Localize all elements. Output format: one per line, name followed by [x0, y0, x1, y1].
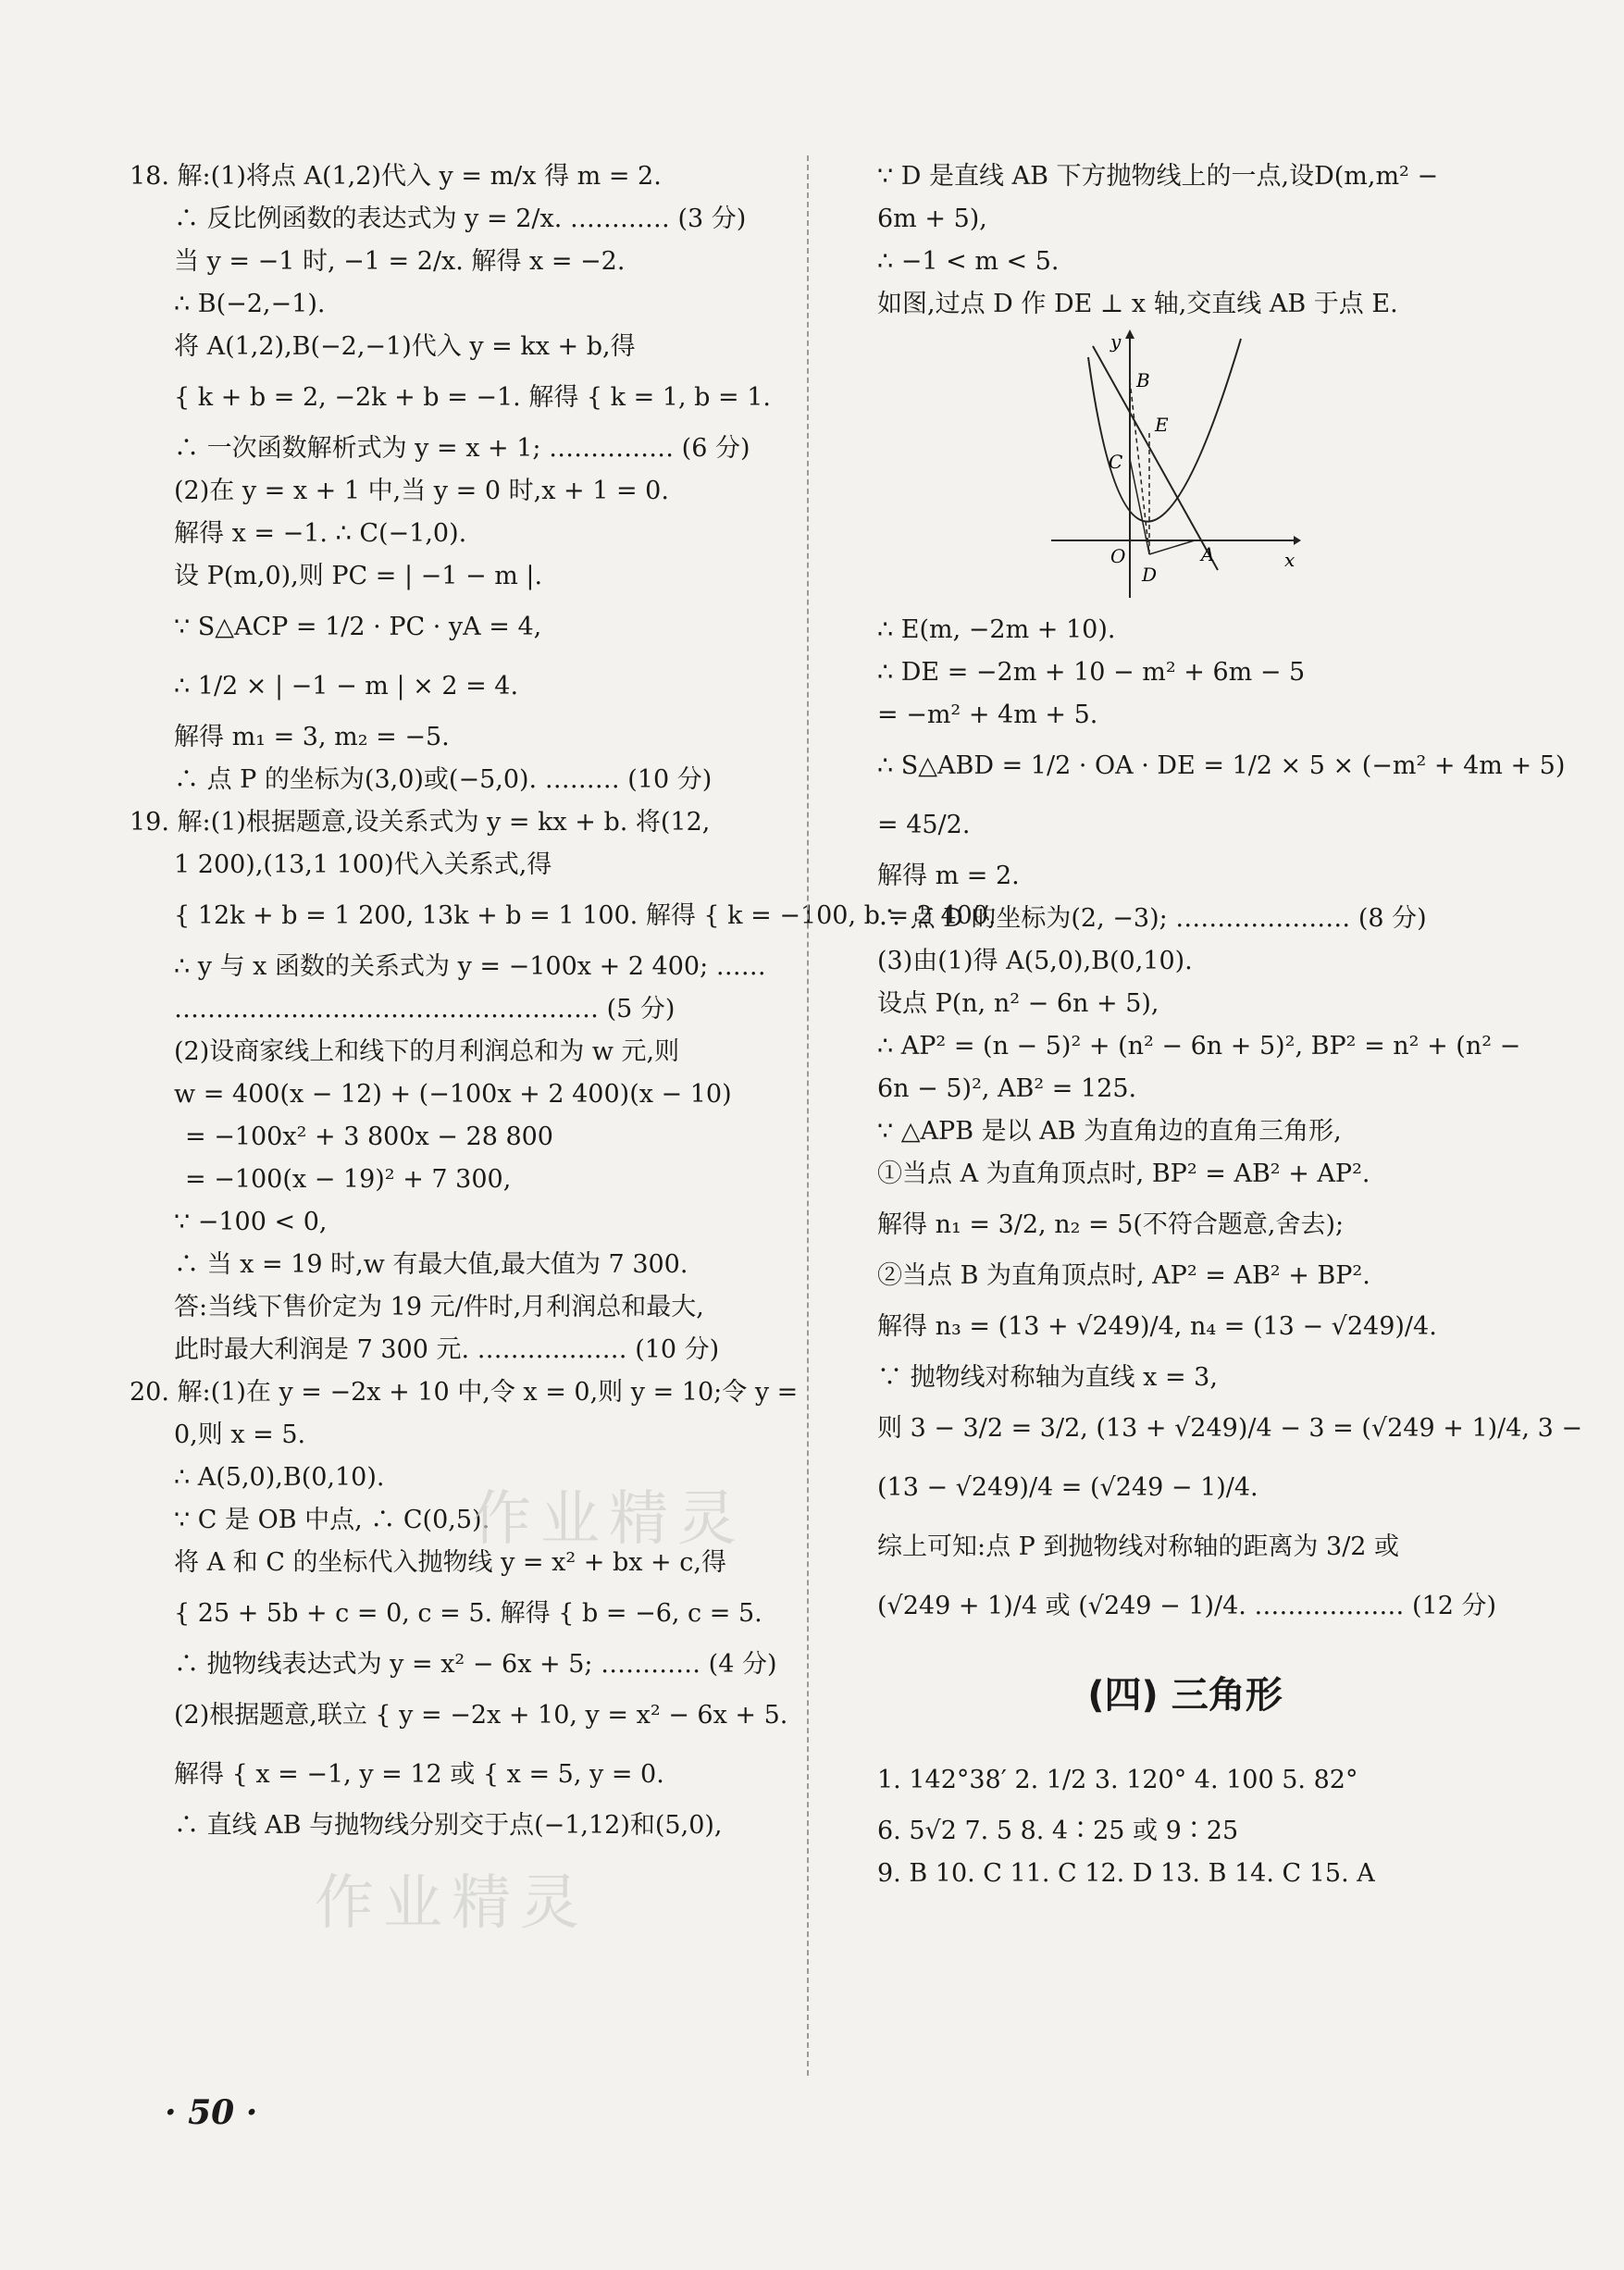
- page-number: · 50 ·: [165, 2093, 258, 2132]
- line: ①当点 A 为直角顶点时, BP² = AB² + AP².: [877, 1160, 1370, 1188]
- line: ∵ △APB 是以 AB 为直角边的直角三角形,: [877, 1117, 1342, 1146]
- line: 设点 P(n, n² − 6n + 5),: [877, 989, 1159, 1018]
- y-axis-arrow: [1125, 329, 1134, 339]
- line: ∵ S△ACP = 1/2 · PC · yA = 4,: [174, 613, 542, 641]
- line: ∴ 反比例函数的表达式为 y = 2/x. ………… (3 分): [174, 205, 747, 233]
- line: ∴ 抛物线表达式为 y = x² − 6x + 5; ………… (4 分): [174, 1650, 777, 1679]
- line: (3)由(1)得 A(5,0),B(0,10).: [877, 947, 1193, 975]
- line: ∴ −1 < m < 5.: [877, 247, 1060, 276]
- line: 解得 x = −1. ∴ C(−1,0).: [174, 519, 467, 548]
- line: 6n − 5)², AB² = 125.: [877, 1074, 1137, 1103]
- line: w = 400(x − 12) + (−100x + 2 400)(x − 10): [174, 1080, 732, 1109]
- line: ∴ y 与 x 函数的关系式为 y = −100x + 2 400; ……: [174, 952, 766, 981]
- line: 如图,过点 D 作 DE ⊥ x 轴,交直线 AB 于点 E.: [877, 290, 1398, 318]
- line: 1 200),(13,1 100)代入关系式,得: [174, 850, 552, 879]
- line: ∴ 1/2 × | −1 − m | × 2 = 4.: [174, 672, 519, 701]
- right-column: [877, 155, 1582, 1895]
- answer-line: 1. 142°38′ 2. 1/2 3. 120° 4. 100 5. 82°: [877, 1766, 1358, 1794]
- equation-system: { 12k + b = 1 200, 13k + b = 1 100. 解得 { k = −100, b = 2 400.: [174, 901, 997, 930]
- line: (13 − √249)/4 = (√249 − 1)/4.: [877, 1473, 1258, 1502]
- line: ∴ 当 x = 19 时,w 有最大值,最大值为 7 300.: [174, 1250, 688, 1279]
- line: 19. 解:(1)根据题意,设关系式为 y = kx + b. 将(12,: [130, 808, 711, 837]
- line: 解得 n₃ = (13 + √249)/4, n₄ = (13 − √249)/4.: [877, 1312, 1437, 1341]
- line: 此时最大利润是 7 300 元. ……………… (10 分): [174, 1335, 720, 1364]
- line: 18. 解:(1)将点 A(1,2)代入 y = m/x 得 m = 2.: [130, 162, 662, 191]
- graph-label: O: [1110, 545, 1126, 567]
- equation-system: { k + b = 2, −2k + b = −1. 解得 { k = 1, b = 1.: [174, 383, 771, 412]
- section-title: (四) 三角形: [1087, 1674, 1283, 1717]
- x-axis-arrow: [1294, 536, 1301, 545]
- line: ∵ D 是直线 AB 下方抛物线上的一点,设D(m,m² −: [877, 162, 1439, 191]
- segment-da: [1149, 540, 1195, 554]
- line: (2)设商家线上和线下的月利润总和为 w 元,则: [174, 1037, 680, 1066]
- graph-label: E: [1155, 414, 1169, 436]
- segment-bd: [1130, 380, 1149, 554]
- line: 答:当线下售价定为 19 元/件时,月利润总和最大,: [174, 1293, 704, 1321]
- line: ∵ −100 < 0,: [174, 1208, 328, 1236]
- graph-svg: [1051, 329, 1301, 598]
- line: = −100x² + 3 800x − 28 800: [185, 1123, 553, 1151]
- line: ∴ B(−2,−1).: [174, 290, 326, 318]
- graph-label: B: [1136, 369, 1150, 391]
- answer-line: 9. B 10. C 11. C 12. D 13. B 14. C 15. A: [877, 1859, 1375, 1888]
- line: ∵ C 是 OB 中点, ∴ C(0,5).: [174, 1506, 490, 1534]
- equation-system: { 25 + 5b + c = 0, c = 5. 解得 { b = −6, c = 5.: [174, 1599, 762, 1628]
- line: ②当点 B 为直角顶点时, AP² = AB² + BP².: [877, 1261, 1370, 1290]
- line: 20. 解:(1)在 y = −2x + 10 中,令 x = 0,则 y = 10;令 y =: [130, 1378, 799, 1407]
- line: 当 y = −1 时, −1 = 2/x. 解得 x = −2.: [174, 247, 626, 276]
- equation-system: (2)根据题意,联立 { y = −2x + 10, y = x² − 6x + 5.: [174, 1701, 788, 1730]
- parabola-graph: [1051, 329, 1301, 598]
- line: ∴ S△ABD = 1/2 · OA · DE = 1/2 × 5 × (−m² + 4m + 5): [877, 751, 1566, 780]
- line: 解得 n₁ = 3/2, n₂ = 5(不符合题意,舍去);: [877, 1210, 1345, 1239]
- line: 将 A 和 C 的坐标代入抛物线 y = x² + bx + c,得: [174, 1548, 726, 1577]
- line: ∴ 直线 AB 与抛物线分别交于点(−1,12)和(5,0),: [174, 1811, 723, 1840]
- line: ∴ DE = −2m + 10 − m² + 6m − 5: [877, 658, 1306, 687]
- line: 解得 m = 2.: [877, 862, 1020, 890]
- graph-label: C: [1109, 451, 1123, 473]
- line: ∴ E(m, −2m + 10).: [877, 615, 1116, 644]
- line: ∴ 点 P 的坐标为(3,0)或(−5,0). ……… (10 分): [174, 765, 713, 794]
- graph-label: D: [1142, 564, 1158, 586]
- line: 则 3 − 3/2 = 3/2, (13 + √249)/4 − 3 = (√249 + 1)/4, 3 −: [877, 1414, 1582, 1443]
- graph-label: x: [1284, 549, 1295, 571]
- line: …………………………………………… (5 分): [174, 995, 676, 1023]
- graph-label: A: [1201, 543, 1215, 565]
- line: (√249 + 1)/4 或 (√249 − 1)/4. ……………… (12 分): [877, 1592, 1497, 1620]
- answer-line: 6. 5√2 7. 5 8. 4∶25 或 9∶25: [877, 1817, 1239, 1845]
- line: = 45/2.: [877, 811, 971, 839]
- line: 0,则 x = 5.: [174, 1420, 306, 1449]
- line: = −m² + 4m + 5.: [877, 701, 1098, 729]
- graph-label: y: [1110, 330, 1122, 353]
- line: ∴ AP² = (n − 5)² + (n² − 6n + 5)², BP² = n² + (n² −: [877, 1032, 1521, 1061]
- watermark: 作业精灵: [472, 1485, 746, 1554]
- equation-system: 解得 { x = −1, y = 12 或 { x = 5, y = 0.: [174, 1760, 664, 1789]
- line: ∴ A(5,0),B(0,10).: [174, 1463, 385, 1492]
- line: ∴ 一次函数解析式为 y = x + 1; …………… (6 分): [174, 434, 750, 463]
- line: 综上可知:点 P 到抛物线对称轴的距离为 3/2 或: [877, 1532, 1400, 1561]
- line: 解得 m₁ = 3, m₂ = −5.: [174, 723, 450, 751]
- column-divider: [807, 155, 809, 2076]
- line: ∵ 抛物线对称轴为直线 x = 3,: [877, 1363, 1218, 1392]
- line: 设 P(m,0),则 PC = | −1 − m |.: [174, 562, 543, 590]
- line: 将 A(1,2),B(−2,−1)代入 y = kx + b,得: [174, 332, 636, 361]
- line: ∴ 点 D 的坐标为(2, −3); ………………… (8 分): [877, 904, 1427, 933]
- line: = −100(x − 19)² + 7 300,: [185, 1165, 512, 1194]
- line: (2)在 y = x + 1 中,当 y = 0 时,x + 1 = 0.: [174, 477, 669, 505]
- line: 6m + 5),: [877, 205, 987, 233]
- watermark: 作业精灵: [315, 1869, 589, 1938]
